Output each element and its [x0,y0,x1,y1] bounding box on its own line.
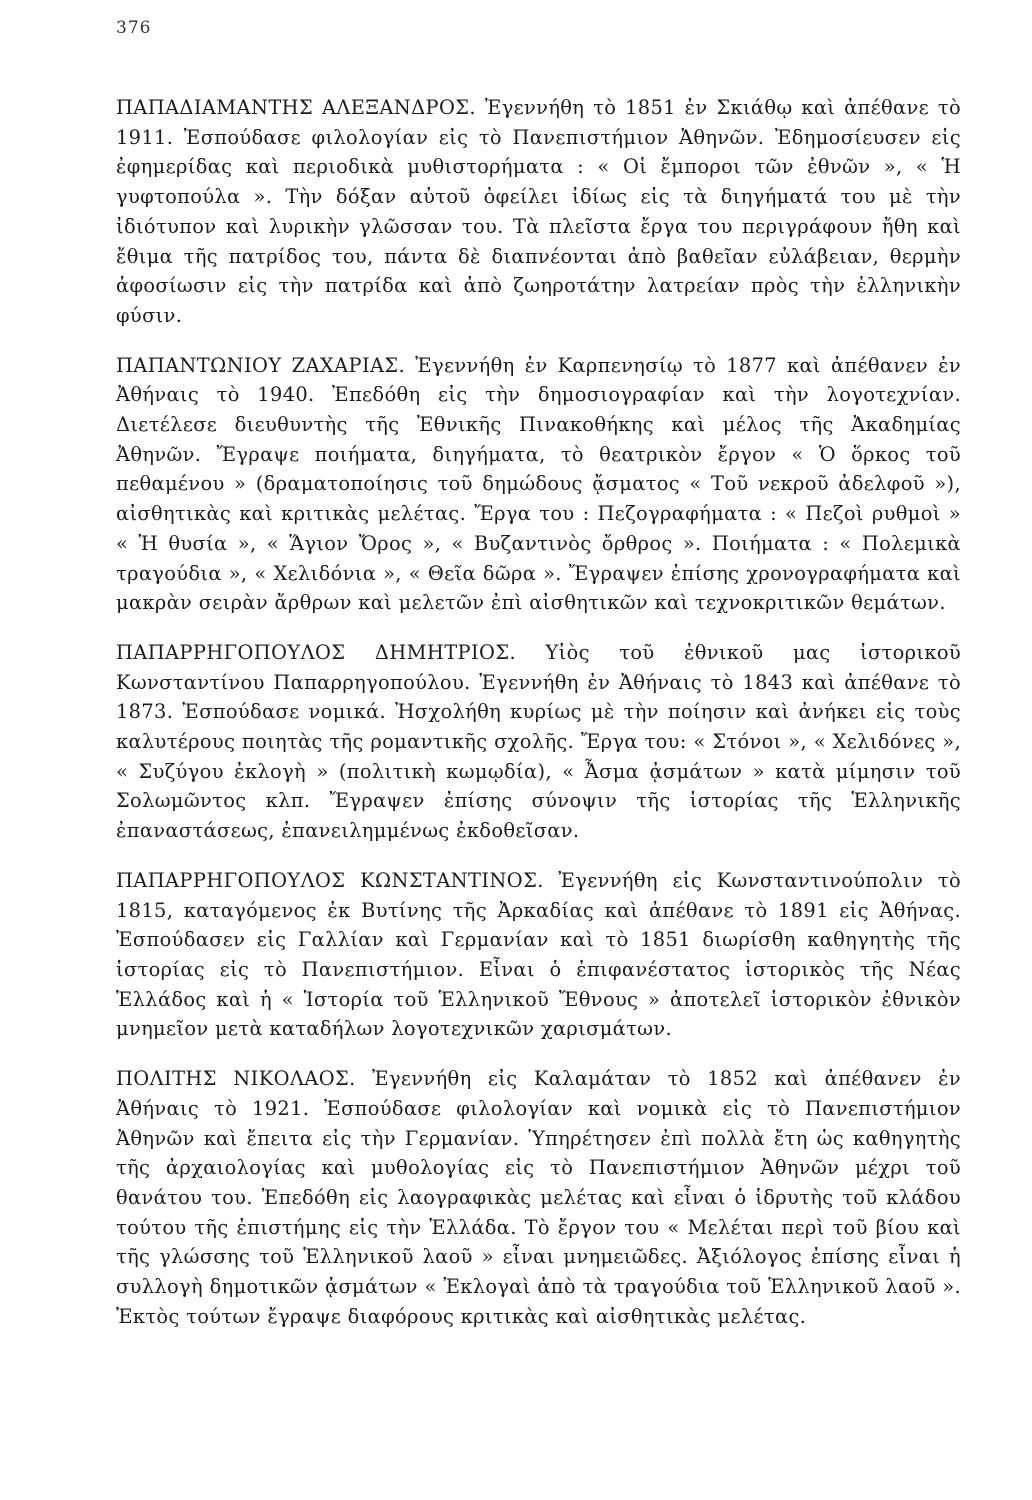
entry-papantoniou [116,351,961,618]
entry-paparrigopoulos-konstantinos [116,866,961,1044]
entry-text: Ἐγεννήθη τὸ 1851 ἐν Σκιάθῳ καὶ ἀπέθανε τὸ 1911. Ἐσπούδασε φιλολογίαν εἰς τὸ Πανεπιστήμιον Ἀθηνῶν. Ἐδημοσίευσεν εἰς ἐφημερίδας καὶ περιοδικὰ μυθιστορήματα : « Οἱ ἔμποροι τῶν ἐθνῶν », « Ἡ γυφτοπούλα ». Τὴν δόξαν αὐτοῦ ὀφείλει ἰδίως εἰς τὰ διηγήματά του μὲ τὴν ἰδιότυπον καὶ λυρικὴν γλῶσσαν του. Τὰ πλεῖστα ἔργα του περιγράφουν ἤθη καὶ ἔθιμα τῆς πατρίδος του, πάντα δὲ διαπνέονται ἀπὸ βαθεῖαν εὐλάβειαν, θερμὴν ἀφοσίωσιν εἰς τὴν πατρίδα καὶ ἀπὸ ζωηροτάτην λατρείαν πρὸς τὴν ἑλληνικὴν φύσιν. [116,96,961,327]
entry-text: Υἱὸς τοῦ ἐθνικοῦ μας ἱστορικοῦ Κωνσταντίνου Παπαρρηγοπούλου. Ἐγεννήθη ἐν Ἀθήναις τὸ 1843 καὶ ἀπέθανε τὸ 1873. Ἐσπούδασε νομικά. Ἠσχολήθη κυρίως μὲ τὴν ποίησιν καὶ ἀνήκει εἰς τοὺς καλυτέρους ποιητὰς τῆς ρομαντικῆς σχολῆς. Ἔργα του: « Στόνοι », « Χελιδόνες », « Συζύγου ἐκλογὴ » (πολιτικὴ κωμῳδία), « Ἆσμα ᾀσμάτων » κατὰ μίμησιν τοῦ Σολωμῶντος κλπ. Ἔγραψεν ἐπίσης σύνοψιν τῆς ἱστορίας τῆς Ἑλληνικῆς ἐπαναστάσεως, ἐπανειλημμένως ἐκδοθεῖσαν. [116,640,961,843]
entry-paragraph [116,351,961,618]
entries-list [116,93,961,1351]
entry-paragraph [116,638,961,846]
entry-paragraph [116,1064,961,1331]
entry-name: ΠΑΠΑΔΙΑΜΑΝΤΗΣ ΑΛΕΞΑΝΔΡΟΣ. [116,96,476,119]
entry-name: ΠΑΠΑΡΡΗΓΟΠΟΥΛΟΣ ΔΗΜΗΤΡΙΟΣ. [116,640,517,664]
entry-paragraph [116,866,961,1044]
entry-name: ΠΑΠΑΝΤΩΝΙΟΥ ΖΑΧΑΡΙΑΣ. [116,353,406,377]
entry-paparrigopoulos-dimitrios [116,638,961,846]
entry-papadiamantis [116,93,961,331]
entry-name: ΠΟΛΙΤΗΣ ΝΙΚΟΛΑΟΣ. [116,1067,356,1091]
entry-text: Ἐγεννήθη ἐν Καρπενησίῳ τὸ 1877 καὶ ἀπέθανεν ἐν Ἀθήναις τὸ 1940. Ἐπεδόθη εἰς τὴν δημοσιογραφίαν καὶ τὴν λογοτεχνίαν. Διετέλεσε διευθυντὴς τῆς Ἐθνικῆς Πινακοθήκης καὶ μέλος τῆς Ἀκαδημίας Ἀθηνῶν. Ἔγραψε ποιήματα, διηγήματα, τὸ θεατρικὸν ἔργον « Ὁ ὅρκος τοῦ πεθαμένου » (δραματοποίησις τοῦ δημώδους ᾄσματος « Τοῦ νεκροῦ ἀδελφοῦ »), αἰσθητικὰς καὶ κριτικὰς μελέτας. Ἔργα του : Πεζογραφήματα : « Πεζοὶ ρυθμοὶ » « Ἡ θυσία », « Ἅγιον Ὄρος », « Βυζαντινὸς ὄρθρος ». Ποιήματα : « Πολεμικὰ τραγούδια », « Χελιδόνια », « Θεῖα δῶρα ». Ἔγραψεν ἐπίσης χρονογραφήματα καὶ μακρὰν σειρὰν ἄρθρων καὶ μελετῶν ἐπὶ αἰσθητικῶν καὶ τεχνοκριτικῶν θεμάτων. [116,353,961,615]
entry-text: Ἐγεννήθη εἰς Κωνσταντινούπολιν τὸ 1815, καταγόμενος ἐκ Βυτίνης τῆς Ἀρκαδίας καὶ ἀπέθανε τὸ 1891 εἰς Ἀθήνας. Ἐσπούδασεν εἰς Γαλλίαν καὶ Γερμανίαν καὶ τὸ 1851 διωρίσθη καθηγητὴς τῆς ἱστορίας εἰς τὸ Πανεπιστήμιον. Εἶναι ὁ ἐπιφανέστατος ἱστορικὸς τῆς Νέας Ἑλλάδος καὶ ἡ « Ἱστορία τοῦ Ἑλληνικοῦ Ἔθνους » ἀποτελεῖ ἱστορικὸν ἐθνικὸν μνημεῖον μετὰ καταδήλων λογοτεχνικῶν χαρισμάτων. [116,868,961,1041]
entry-paragraph [116,93,961,331]
entry-text: Ἐγεννήθη εἰς Καλαμάταν τὸ 1852 καὶ ἀπέθανεν ἐν Ἀθήναις τὸ 1921. Ἐσπούδασε φιλολογίαν καὶ νομικὰ εἰς τὸ Πανεπιστήμιον Ἀθηνῶν καὶ ἔπειτα εἰς τὴν Γερμανίαν. Ὑπηρέτησεν ἐπὶ πολλὰ ἔτη ὡς καθηγητὴς τῆς ἀρχαιολογίας καὶ μυθολογίας εἰς τὸ Πανεπιστήμιον Ἀθηνῶν μέχρι τοῦ θανάτου του. Ἐπεδόθη εἰς λαογραφικὰς μελέτας καὶ εἶναι ὁ ἱδρυτὴς τοῦ κλάδου τούτου τῆς ἐπιστήμης εἰς τὴν Ἑλλάδα. Τὸ ἔργον του « Μελέται περὶ τοῦ βίου καὶ τῆς γλώσσης τοῦ Ἑλληνικοῦ λαοῦ » εἶναι μνημειῶδες. Ἀξιόλογος ἐπίσης εἶναι ἡ συλλογὴ δημοτικῶν ᾀσμάτων « Ἐκλογαὶ ἀπὸ τὰ τραγούδια τοῦ Ἑλληνικοῦ λαοῦ ». Ἐκτὸς τούτων ἔγραψε διαφόρους κριτικὰς καὶ αἰσθητικὰς μελέτας. [116,1067,961,1328]
page-number: 376 [116,18,152,38]
entry-name: ΠΑΠΑΡΡΗΓΟΠΟΥΛΟΣ ΚΩΝΣΤΑΝΤΙΝΟΣ. [116,868,544,892]
entry-politis [116,1064,961,1331]
